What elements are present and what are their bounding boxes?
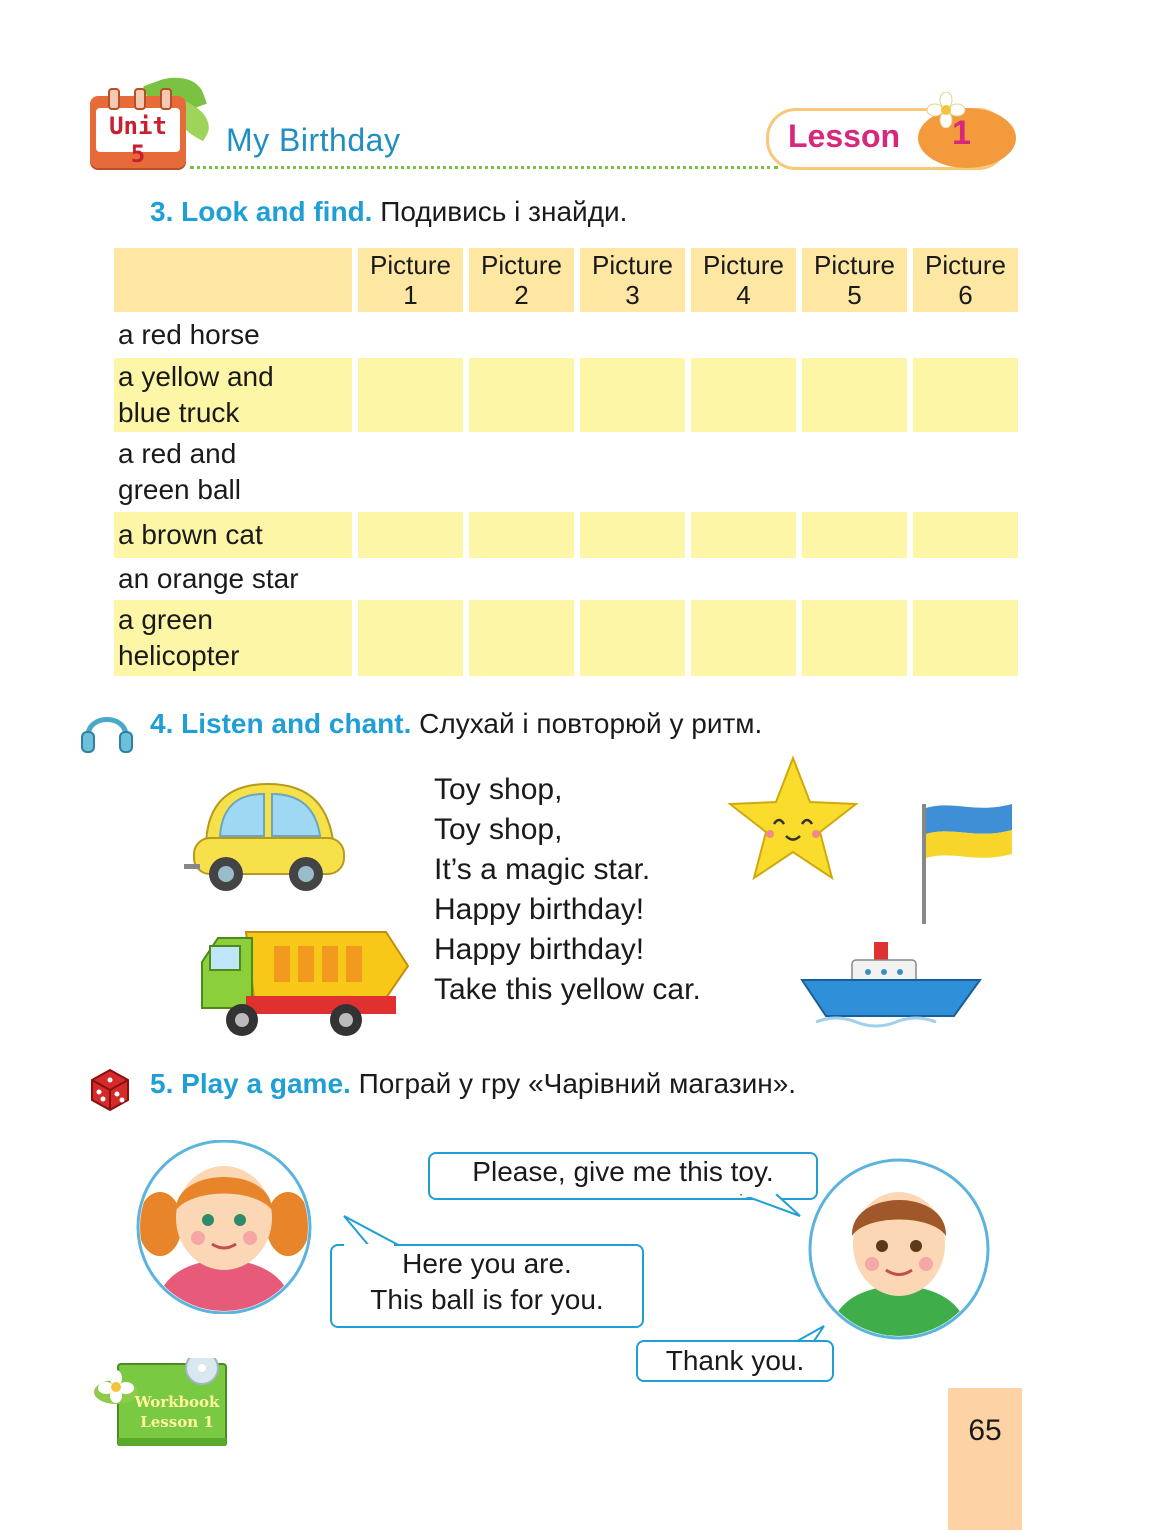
exercise-3-heading <box>150 196 627 228</box>
bubble-text: Here you are. <box>402 1248 572 1279</box>
answer-cell[interactable] <box>574 600 685 676</box>
answer-cell[interactable] <box>463 312 574 358</box>
answer-cell[interactable] <box>352 558 463 600</box>
answer-cell[interactable] <box>352 312 463 358</box>
column-header: Picture 5 <box>796 248 907 312</box>
ukraine-flag-picture <box>914 800 1016 926</box>
bubble-tail <box>340 1214 404 1248</box>
page-title: My Birthday <box>226 122 401 158</box>
chant-line: Take this yellow car. <box>434 973 701 1006</box>
look-and-find-table <box>114 248 1018 676</box>
row-label: a green helicopter <box>114 600 352 676</box>
yellow-car-picture <box>184 778 352 894</box>
exercise-5-heading <box>150 1068 796 1100</box>
answer-cell[interactable] <box>574 312 685 358</box>
answer-cell[interactable] <box>796 558 907 600</box>
row-label: an orange star <box>114 558 352 600</box>
lesson-badge <box>766 108 1016 168</box>
dump-truck-picture <box>196 926 410 1038</box>
answer-cell[interactable] <box>685 358 796 432</box>
answer-cell[interactable] <box>796 432 907 512</box>
table-row <box>114 432 1018 512</box>
answer-cell[interactable] <box>907 432 1018 512</box>
answer-cell[interactable] <box>574 358 685 432</box>
answer-cell[interactable] <box>796 512 907 558</box>
column-header: Picture 1 <box>352 248 463 312</box>
row-label: a red horse <box>114 312 352 358</box>
answer-cell[interactable] <box>574 558 685 600</box>
answer-cell[interactable] <box>685 312 796 358</box>
speech-bubble-thanks <box>636 1340 834 1382</box>
exercise-title: Play a game. <box>181 1068 351 1099</box>
answer-cell[interactable] <box>685 600 796 676</box>
row-label: a yellow and blue truck <box>114 358 352 432</box>
boat-picture <box>796 936 986 1030</box>
table-row <box>114 558 1018 600</box>
answer-cell[interactable] <box>685 512 796 558</box>
exercise-number: 5. <box>150 1068 174 1099</box>
table-row <box>114 312 1018 358</box>
exercise-number: 3. <box>150 196 174 227</box>
chant-line: Toy shop, <box>434 813 563 846</box>
workbook-label: Workbook Lesson 1 <box>134 1393 220 1431</box>
speech-bubble-boy <box>428 1152 818 1200</box>
chant-line: It’s a magic star. <box>434 853 651 886</box>
unit-label: Unit 5 <box>109 112 167 168</box>
answer-cell[interactable] <box>463 600 574 676</box>
table-row <box>114 600 1018 676</box>
table-header-row <box>114 248 1018 312</box>
exercise-number: 4. <box>150 708 174 739</box>
column-header: Picture 6 <box>907 248 1018 312</box>
bubble-tail <box>740 1194 804 1218</box>
answer-cell[interactable] <box>352 432 463 512</box>
unit-badge <box>90 88 188 170</box>
headphones-icon[interactable] <box>80 704 134 756</box>
answer-cell[interactable] <box>907 600 1018 676</box>
girl-avatar <box>134 1140 314 1314</box>
page-number-box <box>948 1388 1022 1530</box>
answer-cell[interactable] <box>685 558 796 600</box>
answer-cell[interactable] <box>907 558 1018 600</box>
answer-cell[interactable] <box>352 512 463 558</box>
exercise-title: Listen and chant. <box>181 708 412 739</box>
exercise-title: Look and find. <box>181 196 373 227</box>
row-label: a red and green ball <box>114 432 352 512</box>
answer-cell[interactable] <box>463 358 574 432</box>
table-row <box>114 512 1018 558</box>
answer-cell[interactable] <box>574 512 685 558</box>
answer-cell[interactable] <box>907 512 1018 558</box>
column-header: Picture 4 <box>685 248 796 312</box>
answer-cell[interactable] <box>796 312 907 358</box>
answer-cell[interactable] <box>574 432 685 512</box>
chant-line: Toy shop, <box>434 773 563 806</box>
chant-line: Happy birthday! <box>434 893 645 926</box>
answer-cell[interactable] <box>463 512 574 558</box>
lesson-label: Lesson <box>788 118 901 154</box>
workbook-badge[interactable] <box>116 1358 228 1446</box>
boy-avatar <box>806 1158 992 1340</box>
answer-cell[interactable] <box>463 432 574 512</box>
bubble-text: This ball is for you. <box>370 1284 604 1315</box>
exercise-title-uk: Подивись і знайди. <box>380 196 628 227</box>
bubble-text: Please, give me this toy. <box>472 1156 774 1187</box>
chant-text <box>434 770 701 1010</box>
lesson-number: 1 <box>952 114 971 152</box>
magic-star-picture <box>726 754 860 884</box>
answer-cell[interactable] <box>685 432 796 512</box>
table-row <box>114 358 1018 432</box>
column-header: Picture 3 <box>574 248 685 312</box>
exercise-4-heading <box>150 708 762 740</box>
answer-cell[interactable] <box>463 558 574 600</box>
column-header: Picture 2 <box>463 248 574 312</box>
answer-cell[interactable] <box>907 312 1018 358</box>
page-number: 65 <box>968 1414 1002 1447</box>
speech-bubble-girl <box>330 1244 644 1328</box>
dice-icon[interactable] <box>86 1066 132 1112</box>
answer-cell[interactable] <box>907 358 1018 432</box>
exercise-title-uk: Слухай і повторюй у ритм. <box>419 708 763 739</box>
row-label: a brown cat <box>114 512 352 558</box>
chant-line: Happy birthday! <box>434 933 645 966</box>
answer-cell[interactable] <box>796 358 907 432</box>
exercise-title-uk: Пограй у гру «Чарівний магазин». <box>358 1068 797 1099</box>
dotted-divider <box>190 166 778 169</box>
answer-cell[interactable] <box>352 600 463 676</box>
bubble-text: Thank you. <box>665 1345 805 1376</box>
answer-cell[interactable] <box>796 600 907 676</box>
answer-cell[interactable] <box>352 358 463 432</box>
